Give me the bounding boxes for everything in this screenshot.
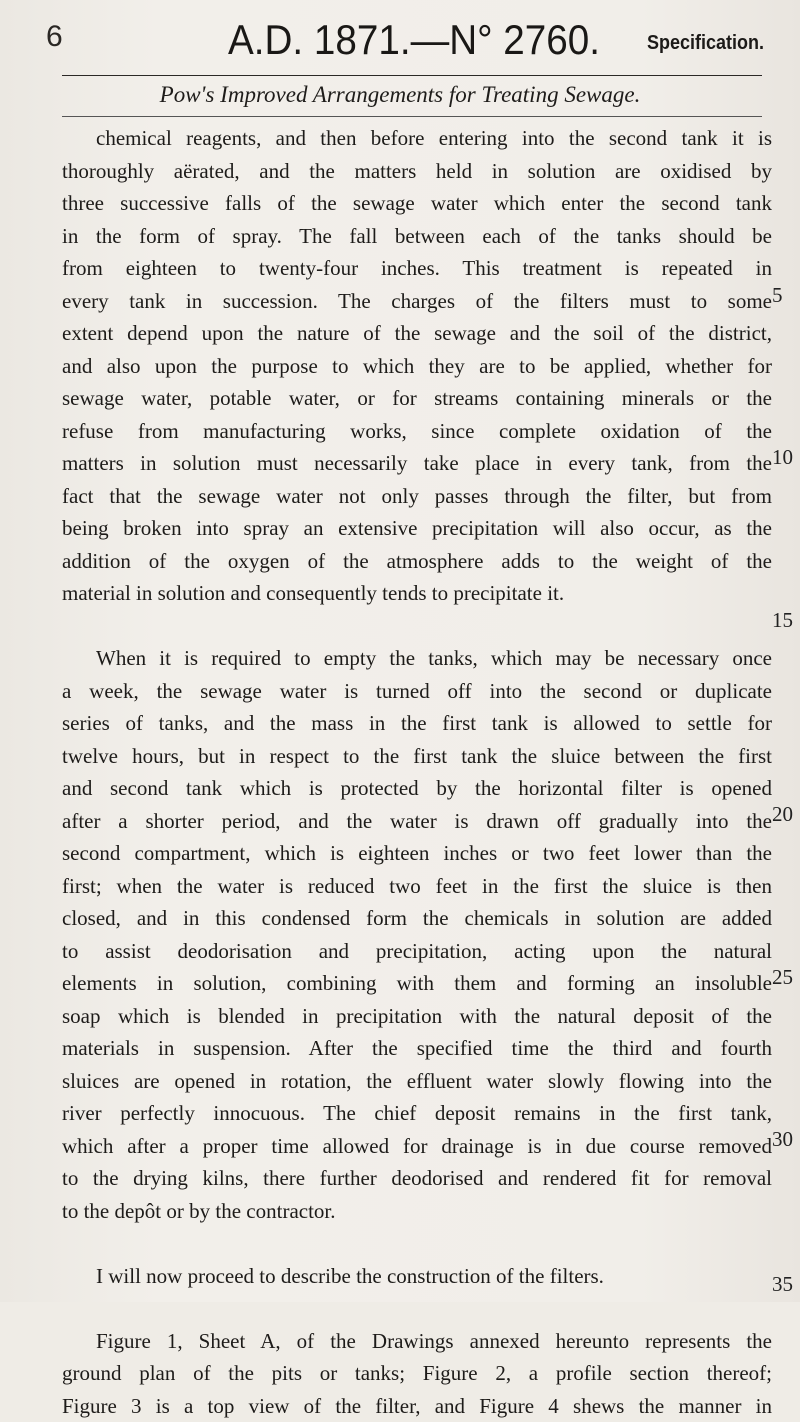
text-line: after a shorter period, and the water is drawn off gradually into the <box>62 805 772 838</box>
text-line: Figure 1, Sheet A, of the Drawings annexed hereunto represents the <box>62 1325 772 1358</box>
text-line: which after a proper time allowed for drainage is in due course removed <box>62 1130 772 1163</box>
text-line: When it is required to empty the tanks, which may be necessary once <box>62 642 772 675</box>
text-line: soap which is blended in precipitation with the natural deposit of the <box>62 1000 772 1033</box>
text-line: three successive falls of the sewage water which enter the second tank <box>62 187 772 220</box>
text-line: a week, the sewage water is turned off into the second or duplicate <box>62 675 772 708</box>
line-number: 5 <box>772 283 800 308</box>
specification-title: A.D. 1871.—N° 2760. <box>228 16 600 64</box>
page-header <box>0 10 800 66</box>
text-line: fact that the sewage water not only passes through the filter, but from <box>62 480 772 513</box>
paragraph-gap <box>62 1227 772 1260</box>
page-number: 6 <box>46 20 63 54</box>
text-line: and second tank which is protected by the horizontal filter is opened <box>62 772 772 805</box>
text-line: sewage water, potable water, or for streams containing minerals or the <box>62 382 772 415</box>
text-line: refuse from manufacturing works, since complete oxidation of the <box>62 415 772 448</box>
text-line: addition of the oxygen of the atmosphere adds to the weight of the <box>62 545 772 578</box>
text-line: Figure 3 is a top view of the filter, and Figure 4 shews the manner in <box>62 1390 772 1422</box>
text-line: second compartment, which is eighteen inches or two feet lower than the <box>62 837 772 870</box>
header-rule <box>62 75 762 76</box>
text-line: series of tanks, and the mass in the first tank is allowed to settle for <box>62 707 772 740</box>
line-number: 10 <box>772 445 800 470</box>
text-line: chemical reagents, and then before entering into the second tank it is <box>62 122 772 155</box>
paragraph-gap <box>62 1292 772 1325</box>
text-line: first; when the water is reduced two feet in the first the sluice is then <box>62 870 772 903</box>
line-number: 35 <box>772 1272 800 1297</box>
text-line: ground plan of the pits or tanks; Figure 2, a profile section thereof; <box>62 1357 772 1390</box>
specification-label: Specification. <box>647 32 764 55</box>
text-line: sluices are opened in rotation, the effluent water slowly flowing into the <box>62 1065 772 1098</box>
title-underline <box>62 116 762 117</box>
text-line: being broken into spray an extensive precipitation will also occur, as the <box>62 512 772 545</box>
line-number: 30 <box>772 1127 800 1152</box>
text-line: and also upon the purpose to which they are to be applied, whether for <box>62 350 772 383</box>
paragraph-gap <box>62 610 772 643</box>
running-title: Pow's Improved Arrangements for Treating Sewage. <box>0 82 800 108</box>
text-line: to the drying kilns, there further deodorised and rendered fit for removal <box>62 1162 772 1195</box>
line-number: 20 <box>772 802 800 827</box>
text-line: material in solution and consequently tends to precipitate it. <box>62 577 772 610</box>
text-line: elements in solution, combining with them and forming an insoluble <box>62 967 772 1000</box>
text-line: river perfectly innocuous. The chief deposit remains in the first tank, <box>62 1097 772 1130</box>
text-line: twelve hours, but in respect to the first tank the sluice between the first <box>62 740 772 773</box>
text-line: matters in solution must necessarily take place in every tank, from the <box>62 447 772 480</box>
text-line: every tank in succession. The charges of the filters must to some <box>62 285 772 318</box>
line-number: 15 <box>772 608 800 633</box>
text-line: materials in suspension. After the specified time the third and fourth <box>62 1032 772 1065</box>
text-line: from eighteen to twenty-four inches. This treatment is repeated in <box>62 252 772 285</box>
text-line: to the depôt or by the contractor. <box>62 1195 772 1228</box>
text-line: to assist deodorisation and precipitation, acting upon the natural <box>62 935 772 968</box>
text-line: extent depend upon the nature of the sewage and the soil of the district, <box>62 317 772 350</box>
text-line: closed, and in this condensed form the chemicals in solution are added <box>62 902 772 935</box>
text-line: in the form of spray. The fall between each of the tanks should be <box>62 220 772 253</box>
text-line: thoroughly aërated, and the matters held in solution are oxidised by <box>62 155 772 188</box>
text-line: I will now proceed to describe the construction of the filters. <box>62 1260 772 1293</box>
line-number: 25 <box>772 965 800 990</box>
body-text <box>62 122 772 1422</box>
